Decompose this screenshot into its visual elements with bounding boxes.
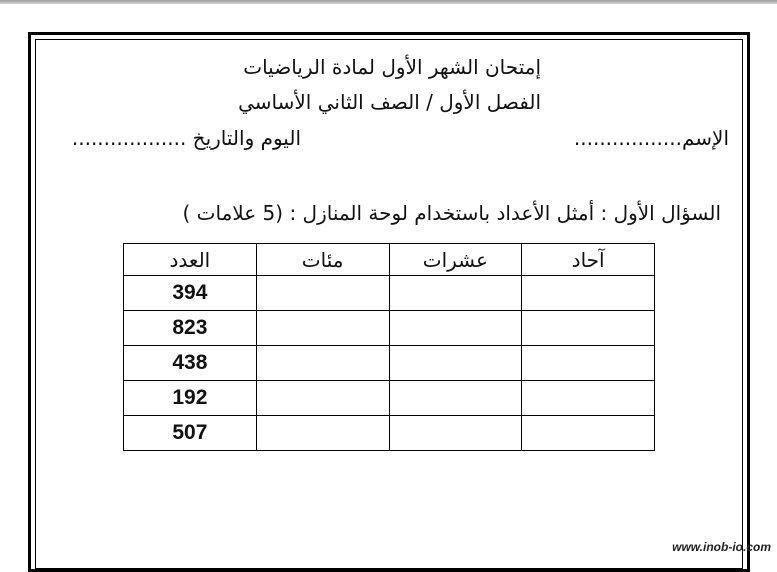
top-divider (0, 0, 777, 4)
number-cell: 394 (124, 276, 257, 311)
header-ones: آحاد (522, 244, 655, 276)
hundreds-cell[interactable] (256, 276, 389, 311)
tens-cell[interactable] (389, 416, 522, 451)
hundreds-cell[interactable] (256, 346, 389, 381)
hundreds-cell[interactable] (256, 311, 389, 346)
place-value-table (123, 243, 655, 451)
tens-cell[interactable] (389, 381, 522, 416)
header-number: العدد (124, 244, 257, 276)
ones-cell[interactable] (522, 416, 655, 451)
site-watermark: www.inob-io.com (672, 540, 771, 554)
exam-title: إمتحان الشهر الأول لمادة الرياضيات (243, 55, 541, 79)
ones-cell[interactable] (522, 276, 655, 311)
table-row (124, 311, 655, 346)
number-cell: 438 (124, 346, 257, 381)
hundreds-cell[interactable] (256, 416, 389, 451)
table-row (124, 416, 655, 451)
tens-cell[interactable] (389, 311, 522, 346)
header-hundreds: مئات (256, 244, 389, 276)
ones-cell[interactable] (522, 346, 655, 381)
ones-cell[interactable] (522, 381, 655, 416)
number-cell: 192 (124, 381, 257, 416)
tens-cell[interactable] (389, 346, 522, 381)
header-tens: عشرات (389, 244, 522, 276)
number-cell: 507 (124, 416, 257, 451)
table-header-row (124, 244, 655, 276)
day-date-field: اليوم والتاريخ .................. (71, 126, 301, 150)
table-row (124, 276, 655, 311)
student-name-field: الإسم................. (573, 126, 729, 150)
table-row (124, 381, 655, 416)
number-cell: 823 (124, 311, 257, 346)
exam-subtitle: الفصل الأول / الصف الثاني الأساسي (238, 90, 541, 114)
table-row (124, 346, 655, 381)
tens-cell[interactable] (389, 276, 522, 311)
ones-cell[interactable] (522, 311, 655, 346)
question-one-text: السؤال الأول : أمثل الأعداد باستخدام لوحة المنازل : (5 علامات ) (182, 201, 721, 225)
hundreds-cell[interactable] (256, 381, 389, 416)
